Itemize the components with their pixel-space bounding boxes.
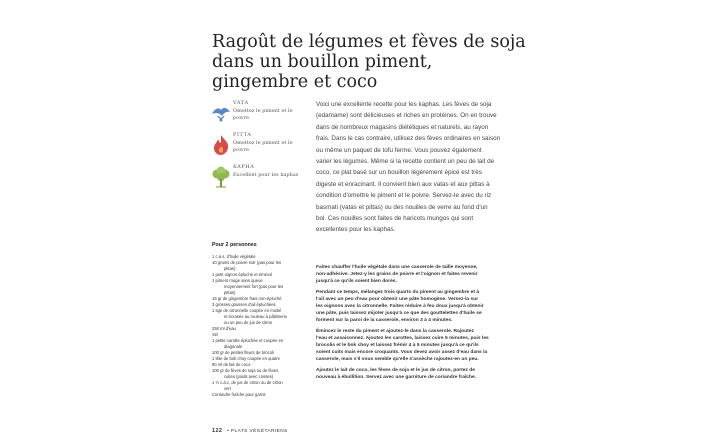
ingredient-item: 1 c.à.s. d'huile végétale (212, 254, 256, 259)
ingredient-item: Coriandre fraîche pour garnir (212, 392, 266, 397)
ingredient-item: 10 grains de poivre noir (pas pour les (212, 260, 282, 265)
ingredient-item: 100 gr de petites fleurs de brocoli (212, 350, 274, 355)
dosha-note (233, 140, 305, 153)
ingredient-list (212, 254, 308, 398)
intro-line: condition d'omettre le piment et le poivre. Servez-le avec du riz (316, 192, 492, 200)
ingredient-item: 1 tête de bok choy coupée en quatre (212, 356, 280, 361)
intro-line: varier les légumes. Même si la recette contient un peu de lait de (316, 158, 495, 166)
intro-line: frais. Dans le cas contraire, utilisez des fèves ordinaires en saison (316, 135, 501, 143)
step-line: nouveau à ébullition. Servez avec une garniture de coriandre fraîche. (316, 375, 477, 381)
pitta-flame-icon (210, 134, 232, 156)
recipe-title (212, 32, 526, 92)
ingredient-item: pittas) (224, 290, 236, 295)
dosha-note-line: Excellent pour les kaphas (233, 172, 299, 178)
step-line: Pendant ce temps, mélangez trois quarts du piment au gingembre et à (316, 290, 480, 296)
page-footer (212, 428, 288, 434)
title-line: gingembre et coco (212, 72, 378, 92)
step-line: casserole, mais s'il vous semble qu'elle s'assèche rajoutez-en un peu. (316, 356, 479, 362)
dosha-pitta (210, 132, 305, 162)
ingredient-item: Sel (212, 332, 219, 337)
step-line: l'ail avec un peu d'eau pour obtenir une pâte homogène. Versez-la sur (316, 297, 479, 303)
ingredient-item: 1 petite carotte épluchée et coupée en (212, 338, 284, 343)
ingredient-item: 3 grosses gousses d'ail épluchées (212, 302, 276, 307)
step-line: l'eau et assaisonnez. Ajoutez les carottes, laissez cuire 5 minutes, puis les (316, 336, 489, 342)
intro-line: digeste et enracinant. Il convient bien aux vatas et aux pittas à (316, 180, 490, 188)
dosha-name: PITTA (233, 132, 252, 138)
method-steps (316, 265, 516, 387)
ingredient-item: 1 ½ c.à.c. de jus de citron ou de citron (212, 380, 283, 385)
method-step (316, 368, 516, 382)
dosha-name: VATA (233, 100, 249, 106)
dosha-vata (210, 100, 305, 130)
dosha-note-line: Omettez le piment et le (233, 108, 293, 114)
step-line: Ajoutez le lait de coco, les fèves de soja et le jus de citron, portez de (316, 368, 475, 374)
ingredient-item: 15 gr de gingembre frais non-épluché (212, 296, 282, 301)
intro-line: coco, ce plat basé sur un bouillon légèrement épicé est très (316, 169, 482, 177)
intro-line: excellentes pour les kaphas. (316, 226, 396, 234)
ingredient-item: 250 ml d'eau (212, 326, 236, 331)
section-name: • PLATS VÉGÉTARIENS (227, 429, 288, 434)
dosha-note-line: poivre (233, 114, 249, 121)
ingredient-item: moyennement fort (pas pour les (224, 284, 284, 289)
dosha-kapha (210, 164, 305, 194)
dosha-note (233, 108, 305, 121)
servings-heading: Pour 2 personnes (212, 242, 257, 248)
page-number: 122 (212, 428, 223, 434)
ingredient-item: 100 gr de fèves de soja ou de fèves (212, 368, 279, 373)
method-step (316, 265, 516, 285)
ingredient-item: 1 petit oignon épluché et émincé (212, 272, 273, 277)
intro-line: bol. Ces nouilles sont faites de haricots mungos qui sont (316, 215, 474, 223)
ingredient-item: 1 piment rouge sans queue (212, 278, 263, 283)
step-line: non-adhésive. Jetez-y les grains de poivre et l'oignon et faites revenir (316, 271, 478, 277)
step-line: jusqu'à ce qu'ils soient bien dorés. (316, 278, 397, 284)
title-line: Ragoût de légumes et fèves de soja (212, 32, 526, 52)
step-line: soient cuits mais encore croquants. Vous devez avoir assez d'eau dans la (316, 349, 488, 355)
ingredient-item: ou un peu de jus de citron (224, 320, 273, 325)
step-line: forment sur la paroi de la casserole, environ 3 à 4 minutes. (316, 317, 453, 323)
ingredient-item: diagonale (224, 344, 243, 349)
ingredient-item: cuites (poids avec cosses) (224, 374, 274, 379)
dosha-note (233, 172, 305, 179)
dosha-note-line: poivre (233, 146, 249, 153)
step-line: une pâte, puis laissez mijoter jusqu'à ce que des gouttelettes d'huile se (316, 310, 482, 316)
intro-paragraph (316, 99, 512, 236)
kapha-tree-icon (210, 166, 232, 188)
vata-bird-icon (210, 102, 232, 124)
step-line: les oignons avec la citronnelle. Faites réduire à feu doux jusqu'à obtenir (316, 303, 484, 309)
step-line: Faites chauffer l'huile végétale dans une casserole de taille moyenne, (316, 265, 478, 270)
intro-line: basmati (vatas et pittas) ou des nouilles de verre au fond d'un (316, 203, 488, 211)
intro-line: dans de nombreux magasins diététiques et naturels, au rayon (316, 123, 489, 131)
ingredient-item: et écrasée au rouleau à pâtisserie (224, 314, 288, 319)
step-line: brocolis et le bok choy et laissez frémir 4 à 5 minutes jusqu'à ce qu'ils (316, 342, 479, 348)
ingredient-item: pittas) (224, 266, 236, 271)
dosha-name: KAPHA (233, 164, 255, 170)
ingredient-item: 90 ml de lait de coco (212, 362, 251, 367)
intro-line: (edamame) sont délicieuses et riches en protéines. On en trouve (316, 112, 497, 120)
intro-line: ou même un paquet de tofu ferme. Vous pouvez également (316, 146, 482, 154)
step-line: Émincez le reste du piment et ajoutez-le dans la casserole. Rajoutez (316, 329, 474, 335)
ingredient-item: 1 tige de citronnelle coupée en moitié (212, 308, 282, 313)
intro-line: Voici une excellente recette pour les kaphas. Les fèves de soja (316, 101, 492, 108)
ingredient-item: vert (224, 386, 231, 391)
title-line: dans un bouillon piment, (212, 52, 433, 72)
dosha-note-line: Omettez le piment et le (233, 140, 293, 146)
method-step (316, 329, 516, 363)
method-step (316, 290, 516, 324)
